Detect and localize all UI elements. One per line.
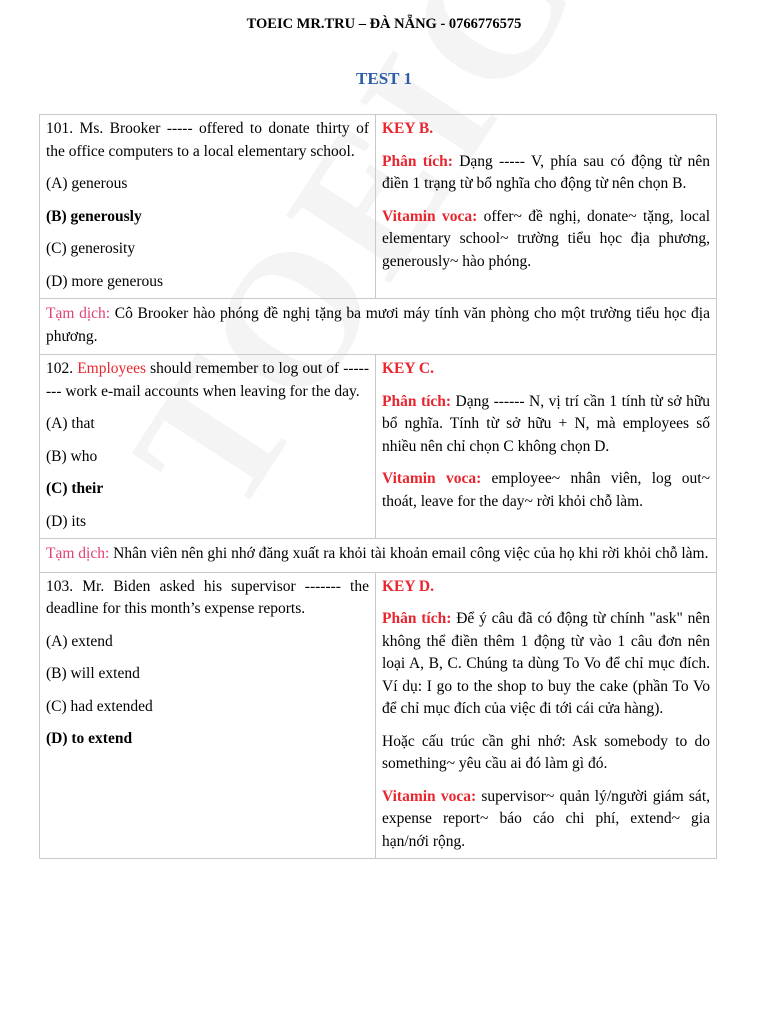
option-d: (D) its	[46, 512, 87, 530]
question-text: should remember to log out of -------- work e-mail accounts when leaving for the day.	[46, 360, 369, 400]
translation-cell	[40, 539, 717, 573]
questions-table	[39, 114, 717, 859]
question-row-101	[40, 115, 717, 299]
answer-key: KEY D.	[382, 577, 434, 595]
question-stem: 101. Ms. Brooker ----- offered to donate thirty of the office computers to a local elementary school.	[46, 120, 369, 160]
option-c: (C) generosity	[46, 240, 136, 257]
test-title: TEST 1	[356, 69, 412, 88]
question-cell	[40, 355, 376, 539]
analysis-text: Dạng ----- V, phía sau có động từ nên điền 1 trạng từ bổ nghĩa cho động từ nên chọn B.	[382, 152, 710, 192]
vocab-label: Vitamin voca:	[382, 787, 477, 805]
translation	[46, 303, 710, 348]
analysis-text: Để ý câu đã có động từ chính "ask" nên không thể điền thêm 1 động từ vào 1 câu đơn nên loại A, B, C. Chúng ta dùng To Vo để chỉ mục đích. Ví dụ: I go to the shop to buy the cake (phần To Vo để chỉ mục đích của việc đi tới cái cửa hàng).	[382, 610, 710, 717]
translation-text: Nhân viên nên ghi nhớ đăng xuất ra khỏi tài khoản email công việc của họ khi rời khỏi chỗ làm.	[109, 545, 709, 562]
vocab-text: supervisor~ quản lý/người giám sát, expense report~ báo cáo chi phí, extend~ gia hạn/nới rộng.	[382, 787, 710, 850]
translation-label: Tạm dịch:	[46, 545, 110, 562]
answer-cell	[376, 355, 717, 539]
analysis	[382, 391, 710, 459]
translation-text: Cô Brooker hào phóng đề nghị tặng ba mươi máy tính văn phòng cho một trường tiểu học địa phương.	[46, 305, 710, 345]
analysis	[382, 151, 710, 196]
vocab	[382, 468, 710, 513]
vocab-label: Vitamin voca:	[382, 470, 482, 487]
option-a: (A) that	[46, 415, 95, 432]
question-number: 102.	[46, 360, 78, 377]
analysis-text: Dạng ------ N, vị trí cần 1 tính từ sở hữu bổ nghĩa. Tính từ sở hữu + N, mà employees số nhiều nên chỉ chọn C không chọn D.	[382, 392, 711, 455]
vocab-label: Vitamin voca:	[382, 207, 478, 225]
structure-note: Hoặc cấu trúc cần ghi nhớ: Ask somebody to do something~ yêu cầu ai đó làm gì đó.	[382, 732, 710, 772]
vocab-text: offer~ đề nghị, donate~ tặng, local elementary school~ trường tiểu học địa phương, generously~ hào phóng.	[382, 207, 711, 270]
analysis-label: Phân tích:	[382, 152, 453, 170]
option-a: (A) generous	[46, 175, 128, 192]
analysis-label: Phân tích:	[382, 610, 452, 627]
vocab	[382, 206, 710, 274]
highlighted-word: Employees	[77, 360, 147, 377]
option-a: (A) extend	[46, 632, 113, 650]
vocab	[382, 786, 710, 854]
translation	[46, 543, 710, 566]
option-c: (C) had extended	[46, 697, 153, 715]
option-c-correct: (C) their	[46, 480, 104, 497]
answer-key: KEY B.	[382, 120, 434, 137]
question-cell	[40, 572, 376, 859]
answer-key: KEY C.	[382, 360, 434, 377]
question-row-103	[40, 572, 717, 859]
analysis	[382, 608, 710, 721]
translation-row-102	[40, 539, 717, 573]
option-b: (B) will extend	[46, 665, 140, 682]
answer-cell	[376, 115, 717, 299]
page-header: TOEIC MR.TRU – ĐÀ NẴNG - 0766776575	[246, 16, 522, 32]
question-stem: 103. Mr. Biden asked his supervisor ------- the deadline for this month’s expense reports.	[46, 577, 369, 617]
option-d-correct: (D) to extend	[46, 730, 133, 747]
translation-row-101	[40, 299, 717, 355]
translation-cell	[40, 299, 717, 355]
translation-label: Tạm dịch:	[46, 305, 111, 322]
question-cell	[40, 115, 376, 299]
analysis-label: Phân tích:	[382, 392, 452, 410]
answer-cell	[376, 572, 717, 859]
question-row-102	[40, 355, 717, 539]
question-stem	[46, 358, 369, 403]
vocab-text: employee~ nhân viên, log out~ thoát, leave for the day~ rời khỏi chỗ làm.	[382, 470, 710, 510]
option-b-correct: (B) generously	[46, 207, 142, 225]
option-b: (B) who	[46, 447, 98, 465]
option-d: (D) more generous	[46, 272, 164, 290]
